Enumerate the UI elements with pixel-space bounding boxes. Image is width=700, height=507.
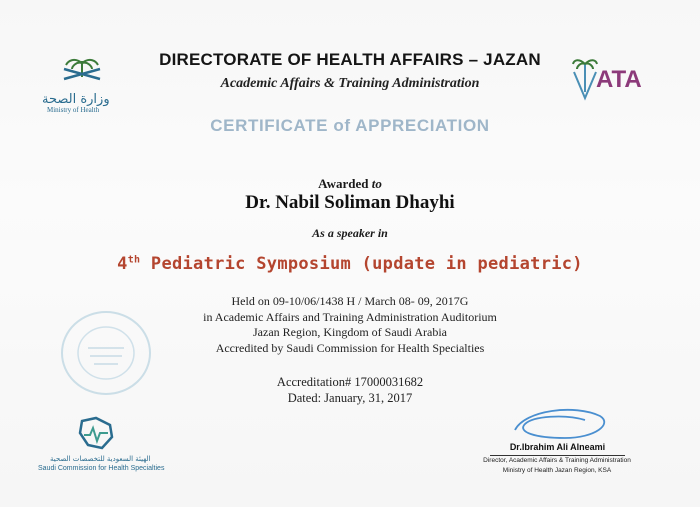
recipient-name: Dr. Nabil Soliman Dhayhi xyxy=(245,192,455,213)
scfhs-arabic-name: الهيئة السعودية للتخصصات الصحية xyxy=(50,455,151,463)
certificate-date: Dated: January, 31, 2017 xyxy=(287,391,413,405)
official-stamp-icon xyxy=(58,308,154,398)
signatory-role-line: Ministry of Health Jazan Region, KSA xyxy=(502,467,612,474)
ata-logo-text: ATA xyxy=(596,66,642,93)
signature-scribble xyxy=(505,402,615,447)
role-line: As a speaker in xyxy=(312,226,388,240)
awarded-suffix: to xyxy=(371,176,382,191)
event-ordinal-suffix: th xyxy=(127,254,141,266)
details-line: Held on 09-10/06/1438 H / March 08- 09, 2017G xyxy=(231,294,469,308)
directorate-title: DIRECTORATE OF HEALTH AFFAIRS – JAZAN xyxy=(159,50,541,69)
moh-english-name: Ministry of Health xyxy=(47,106,100,114)
administration-subtitle: Academic Affairs & Training Administration xyxy=(220,76,480,91)
moh-arabic-name: وزارة الصحة xyxy=(42,92,110,107)
event-name: Pediatric Symposium (update in pediatric) xyxy=(150,254,583,274)
details-line: Accredited by Saudi Commission for Health Specialties xyxy=(215,340,485,355)
accreditation-number: Accreditation# 17000031682 xyxy=(276,375,424,389)
certificate-heading: CERTIFICATE of APPRECIATION xyxy=(210,116,490,135)
event-ordinal: 4 xyxy=(117,254,128,274)
signatory-role-line: Director, Academic Affairs & Training Administration xyxy=(483,457,631,464)
awarded-prefix: Awarded xyxy=(318,176,369,191)
scfhs-english-name: Saudi Commission for Health Specialties xyxy=(38,465,165,472)
signatory-name: Dr.Ibrahim Ali Alneami xyxy=(509,442,606,452)
event-title xyxy=(0,254,700,274)
awarded-line xyxy=(0,176,700,192)
scfhs-map-icon xyxy=(76,415,116,451)
signatory-role xyxy=(472,456,642,476)
details-line: Jazan Region, Kingdom of Saudi Arabia xyxy=(253,325,447,339)
details-line: in Academic Affairs and Training Administration Auditorium xyxy=(203,309,497,324)
